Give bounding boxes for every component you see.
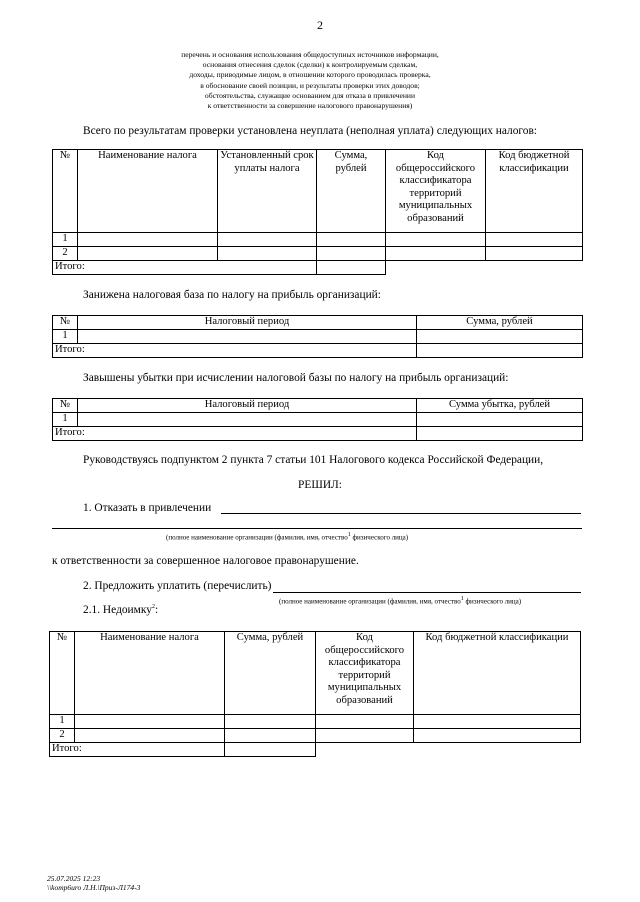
total-label: Итого:	[53, 344, 417, 358]
table-row	[50, 729, 581, 743]
section3-intro: Завышены убытки при исчислении налоговой базы по налогу на прибыль организаций:	[83, 372, 509, 384]
col-header: Код общероссийского классификатора территорий муниципальных образований	[316, 632, 414, 715]
table-row	[53, 330, 583, 344]
header-notes	[140, 50, 480, 111]
row-number: 2	[53, 247, 78, 261]
fill-line	[273, 592, 581, 593]
item1-continuation: к ответственности за совершенное налоговое правонарушение.	[52, 555, 359, 567]
item2-caption: (полное наименование организации (фамилия, имя, отчество$^1$ физического лица)	[279, 596, 522, 606]
total-row	[53, 427, 583, 441]
col-header: Код общероссийского классификатора территорий муниципальных образований	[386, 150, 486, 233]
header-line: в обоснование своей позиции, и результаты проверки этих доводов;	[200, 80, 420, 90]
col-header: №	[53, 399, 78, 413]
col-header: Код бюджетной классификации	[414, 632, 581, 715]
row-number: 1	[53, 233, 78, 247]
table-row	[53, 413, 583, 427]
col-header: Код бюджетной классификации	[486, 150, 583, 233]
total-row	[53, 261, 583, 275]
section2-intro: Занижена налоговая база по налогу на прибыль организаций:	[83, 289, 381, 301]
total-label: Итого:	[53, 427, 417, 441]
decided-heading: РЕШИЛ:	[298, 479, 342, 491]
table-row	[53, 247, 583, 261]
footer-stamp	[47, 874, 140, 892]
section2-table	[52, 315, 583, 358]
fill-line	[52, 528, 582, 529]
col-header: Сумма убытка, рублей	[417, 399, 583, 413]
item21-label: 2.1. Недоимку$^2$:	[83, 604, 159, 616]
item1-caption: (полное наименование организации (фамилия, имя, отчество$^1$ физического лица)	[166, 532, 409, 542]
header-line: доходы, приводимые лицом, в отношении которого проводилась проверка,	[189, 70, 431, 80]
header-line: обстоятельства, служащие основанием для отказа в привлечении	[204, 90, 416, 100]
section4-table	[49, 631, 581, 757]
col-header: Налоговый период	[78, 316, 417, 330]
fill-line	[221, 513, 581, 514]
header-line: перечень и основания использования общедоступных источников информации,	[181, 50, 439, 59]
table-row	[53, 233, 583, 247]
col-header: Наименование налога	[75, 632, 225, 715]
header-line: основания отнесения сделок (сделки) к контролируемым сделкам,	[202, 60, 418, 70]
section1-intro: Всего по результатам проверки установлена неуплата (неполная уплата) следующих налогов:	[83, 125, 538, 137]
col-header: Сумма, рублей	[225, 632, 316, 715]
footer-path: \\komp6uro Л.Н.\Приз-Л174-3	[47, 883, 141, 892]
col-header: №	[50, 632, 75, 715]
item2-label: 2. Предложить уплатить (перечислить)	[83, 580, 272, 592]
col-header: Сумма, рублей	[317, 150, 386, 233]
section1-table	[52, 149, 583, 275]
row-number: 1	[53, 330, 78, 344]
table-row	[50, 715, 581, 729]
section3-table	[52, 398, 583, 441]
row-number: 2	[50, 729, 75, 743]
row-number: 1	[53, 413, 78, 427]
footer-datetime: 25.07.2025 12:23	[47, 874, 101, 883]
total-label: Итого:	[50, 743, 225, 757]
total-label: Итого:	[53, 261, 317, 275]
col-header: Налоговый период	[78, 399, 417, 413]
header-line: к ответственности за совершение налогового правонарушения)	[207, 101, 413, 111]
row-number: 1	[50, 715, 75, 729]
col-header: №	[53, 150, 78, 233]
col-header: Сумма, рублей	[417, 316, 583, 330]
col-header: Наименование налога	[78, 150, 218, 233]
item1-label: 1. Отказать в привлечении	[83, 502, 212, 514]
total-row	[53, 344, 583, 358]
col-header: №	[53, 316, 78, 330]
guided-text: Руководствуясь подпунктом 2 пункта 7 статьи 101 Налогового кодекса Российской Федерации,	[83, 454, 544, 466]
col-header: Установленный срок уплаты налога	[218, 150, 317, 233]
page-number: 2	[317, 18, 323, 32]
total-row	[50, 743, 581, 757]
